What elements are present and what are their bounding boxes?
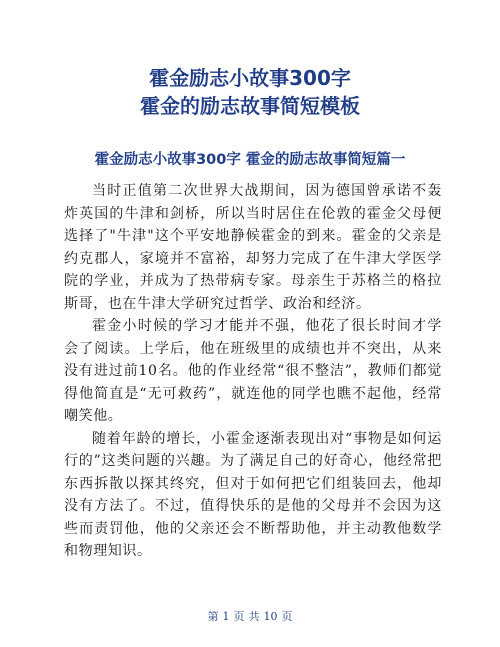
footer-current-page: 1 — [222, 610, 230, 623]
body-text — [64, 180, 442, 563]
section-heading: 霍金励志小故事300字 霍金的励志故事简短篇一 — [94, 152, 406, 168]
footer-label-total: 共 — [248, 610, 260, 623]
page-footer — [0, 608, 500, 624]
footer-label-unit-2: 页 — [281, 610, 293, 623]
paragraph-3: 随着年龄的增长，小霍金逐渐表现出对“事物是如何运行的”这类问题的兴趣。为了满足自己的好奇心，他经常把东西拆散以探其终究，但对于如何把它们组装回去，他却没有方法了。不过，值得快乐的是他的父母并不会因为这些而责罚他，他的父亲还会不断帮助他，并主动教他数学和物理知识。 — [64, 430, 442, 559]
document-title-line-1: 霍金励志小故事300字 — [149, 66, 351, 90]
footer-label-page: 第 — [207, 610, 219, 623]
footer-label-unit: 页 — [233, 610, 245, 623]
footer-total-pages: 10 — [263, 610, 278, 623]
document-title-line-2: 霍金的励志故事简短模板 — [140, 94, 360, 118]
paragraph-2: 霍金小时候的学习才能并不强，他花了很长时间才学会了阅读。上学后，他在班级里的成绩也并不突出，从来没有进过前10名。他的作业经常“很不整洁”，教师们都觉得他简直是“无可救药”，就连他的同学也瞧不起他，经常嘲笑他。 — [64, 318, 442, 424]
paragraph-1: 当时正值第二次世界大战期间，因为德国曾承诺不轰炸英国的牛津和剑桥，所以当时居住在伦敦的霍金父母便选择了"牛津"这个平安地静候霍金的到来。霍金的父亲是约克郡人，家境并不富裕，却努力完成了在牛津大学医学院的学业，并成为了热带病专家。母亲生于苏格兰的格拉斯哥，也在牛津大学研究过哲学、政治和经济。 — [64, 183, 442, 312]
